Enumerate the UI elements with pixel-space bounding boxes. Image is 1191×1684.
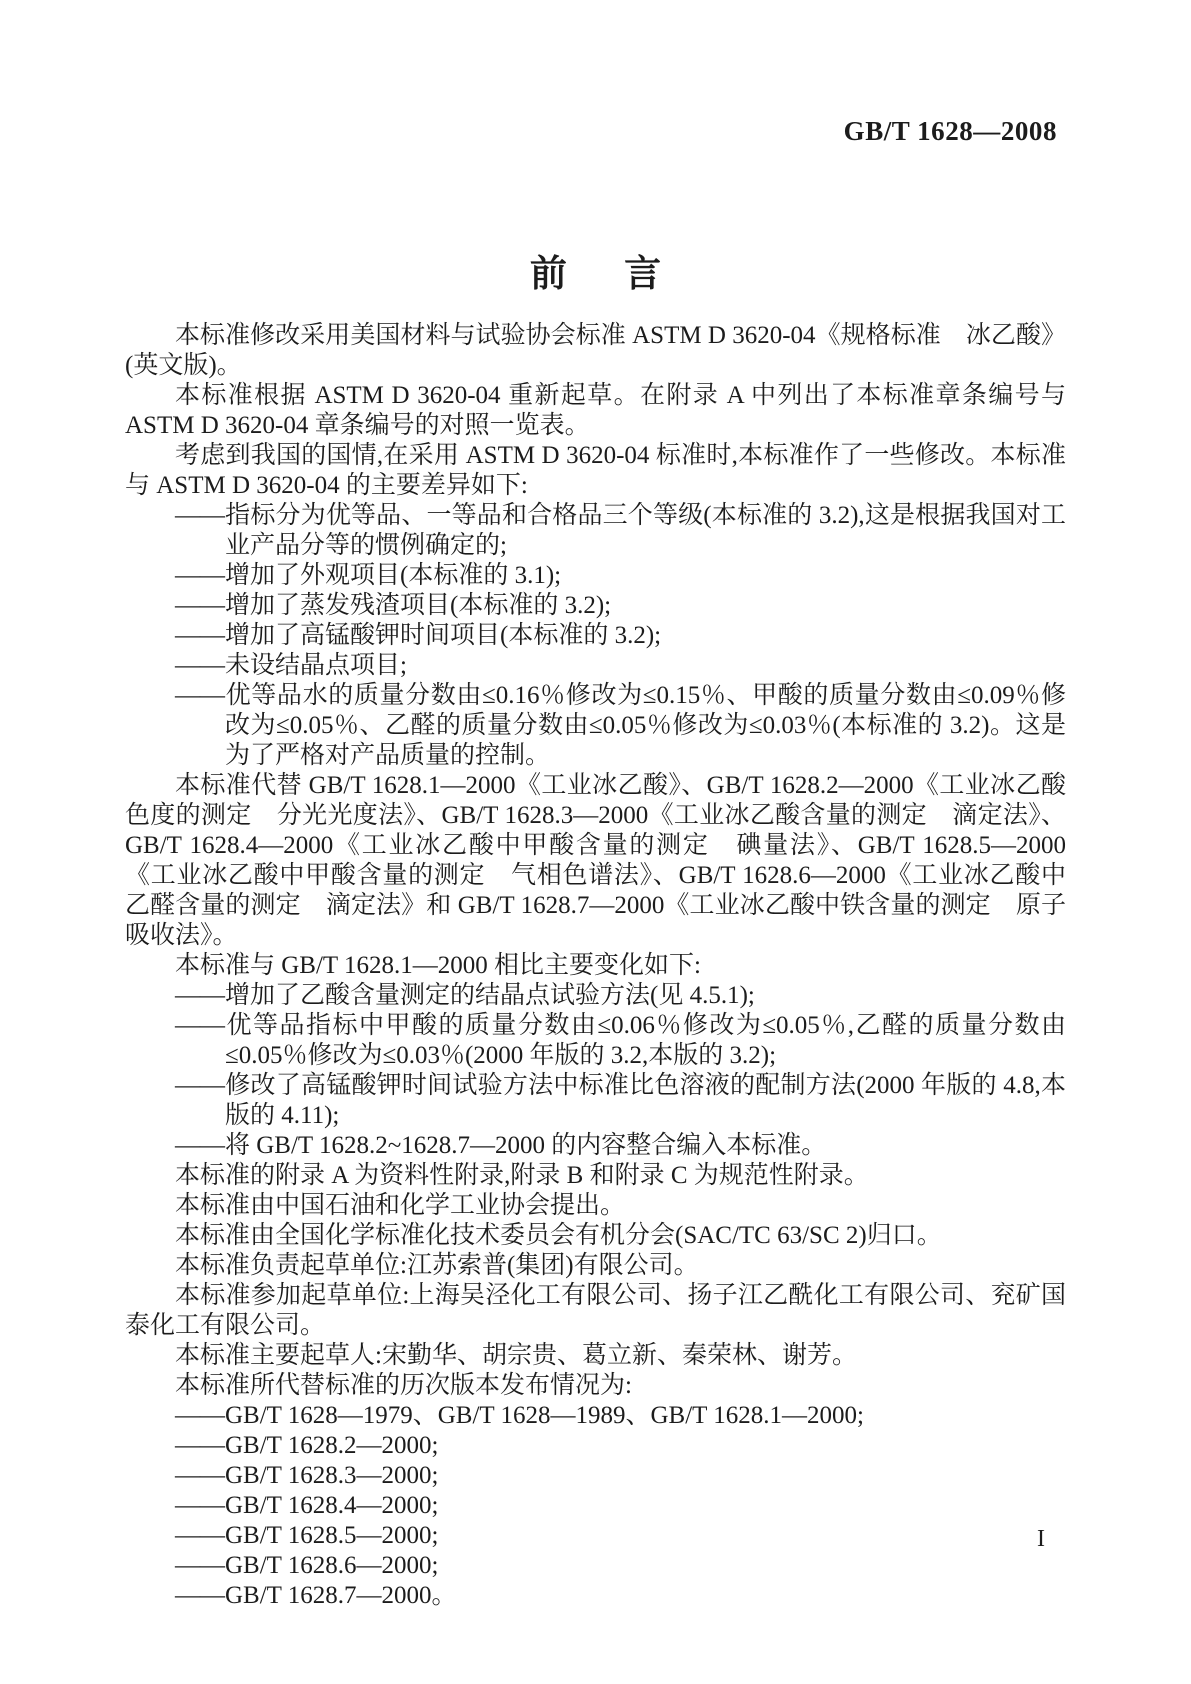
foreword-paragraph: 本标准代替 GB/T 1628.1—2000《工业冰乙酸》、GB/T 1628.2—2000《工业冰乙酸色度的测定 分光光度法》、GB/T 1628.3—2000《工业冰乙酸含量的测定 滴定法》、GB/T 1628.4—2000《工业冰乙酸中甲酸含量的测定 碘量法》、GB/T 1628.5—2000《工业冰乙酸中甲酸含量的测定 气相色谱法》、GB/T 1628.6—2000《工业冰乙酸中乙醛含量的测定 滴定法》和 GB/T 1628.7—2000《工业冰乙酸中铁含量的测定 原子吸收法》。	[125, 772, 1066, 949]
foreword-list-item: ——增加了外观项目(本标准的 3.1);	[175, 562, 562, 589]
page-number: I	[1037, 1526, 1045, 1552]
foreword-paragraph: 本标准修改采用美国材料与试验协会标准 ASTM D 3620-04《规格标准 冰乙酸》(英文版)。	[125, 322, 1066, 379]
page-title: 前言	[529, 252, 719, 294]
foreword-list-item: ——GB/T 1628—1979、GB/T 1628—1989、GB/T 1628.1—2000;	[175, 1402, 864, 1429]
foreword-paragraph: 本标准由全国化学标准化技术委员会有机分会(SAC/TC 63/SC 2)归口。	[175, 1222, 942, 1249]
foreword-list-item: ——指标分为优等品、一等品和合格品三个等级(本标准的 3.2),这是根据我国对工业产品分等的惯例确定的;	[175, 502, 1066, 559]
foreword-paragraph: 本标准主要起草人:宋勤华、胡宗贵、葛立新、秦荣林、谢芳。	[175, 1342, 857, 1369]
foreword-list-item: ——GB/T 1628.2—2000;	[175, 1432, 439, 1459]
foreword-list-item: ——修改了高锰酸钾时间试验方法中标准比色溶液的配制方法(2000 年版的 4.8,本版的 4.11);	[175, 1072, 1066, 1129]
foreword-list-item: ——增加了蒸发残渣项目(本标准的 3.2);	[175, 592, 612, 619]
foreword-body	[125, 321, 1066, 1611]
foreword-list-item: ——GB/T 1628.6—2000;	[175, 1552, 439, 1579]
foreword-list-item: ——GB/T 1628.5—2000;	[175, 1522, 439, 1549]
foreword-list-item: ——增加了乙酸含量测定的结晶点试验方法(见 4.5.1);	[175, 982, 755, 1009]
foreword-paragraph: 本标准参加起草单位:上海吴泾化工有限公司、扬子江乙酰化工有限公司、兖矿国泰化工有限公司。	[125, 1282, 1066, 1339]
foreword-paragraph: 考虑到我国的国情,在采用 ASTM D 3620-04 标准时,本标准作了一些修改。本标准与 ASTM D 3620-04 的主要差异如下:	[125, 442, 1066, 499]
foreword-paragraph: 本标准由中国石油和化学工业协会提出。	[175, 1192, 626, 1219]
foreword-list-item: ——优等品水的质量分数由≤0.16％修改为≤0.15％、甲酸的质量分数由≤0.09％修改为≤0.05％、乙醛的质量分数由≤0.05％修改为≤0.03％(本标准的 3.2)。这是为了严格对产品质量的控制。	[175, 682, 1066, 769]
foreword-paragraph: 本标准所代替标准的历次版本发布情况为:	[175, 1372, 632, 1399]
foreword-paragraph: 本标准的附录 A 为资料性附录,附录 B 和附录 C 为规范性附录。	[175, 1162, 869, 1189]
foreword-list-item: ——GB/T 1628.7—2000。	[175, 1582, 457, 1609]
foreword-list-item: ——优等品指标中甲酸的质量分数由≤0.06％修改为≤0.05％,乙醛的质量分数由≤0.05％修改为≤0.03％(2000 年版的 3.2,本版的 3.2);	[175, 1012, 1066, 1069]
foreword-list-item: ——GB/T 1628.4—2000;	[175, 1492, 439, 1519]
standard-number-header: GB/T 1628—2008	[843, 116, 1057, 146]
foreword-paragraph: 本标准与 GB/T 1628.1—2000 相比主要变化如下:	[175, 952, 701, 979]
foreword-list-item: ——将 GB/T 1628.2~1628.7—2000 的内容整合编入本标准。	[175, 1132, 827, 1159]
foreword-list-item: ——增加了高锰酸钾时间项目(本标准的 3.2);	[175, 622, 662, 649]
foreword-paragraph: 本标准根据 ASTM D 3620-04 重新起草。在附录 A 中列出了本标准章条编号与 ASTM D 3620-04 章条编号的对照一览表。	[125, 382, 1066, 439]
foreword-list-item: ——未设结晶点项目;	[175, 652, 407, 679]
foreword-paragraph: 本标准负责起草单位:江苏索普(集团)有限公司。	[175, 1252, 699, 1279]
foreword-list-item: ——GB/T 1628.3—2000;	[175, 1462, 439, 1489]
